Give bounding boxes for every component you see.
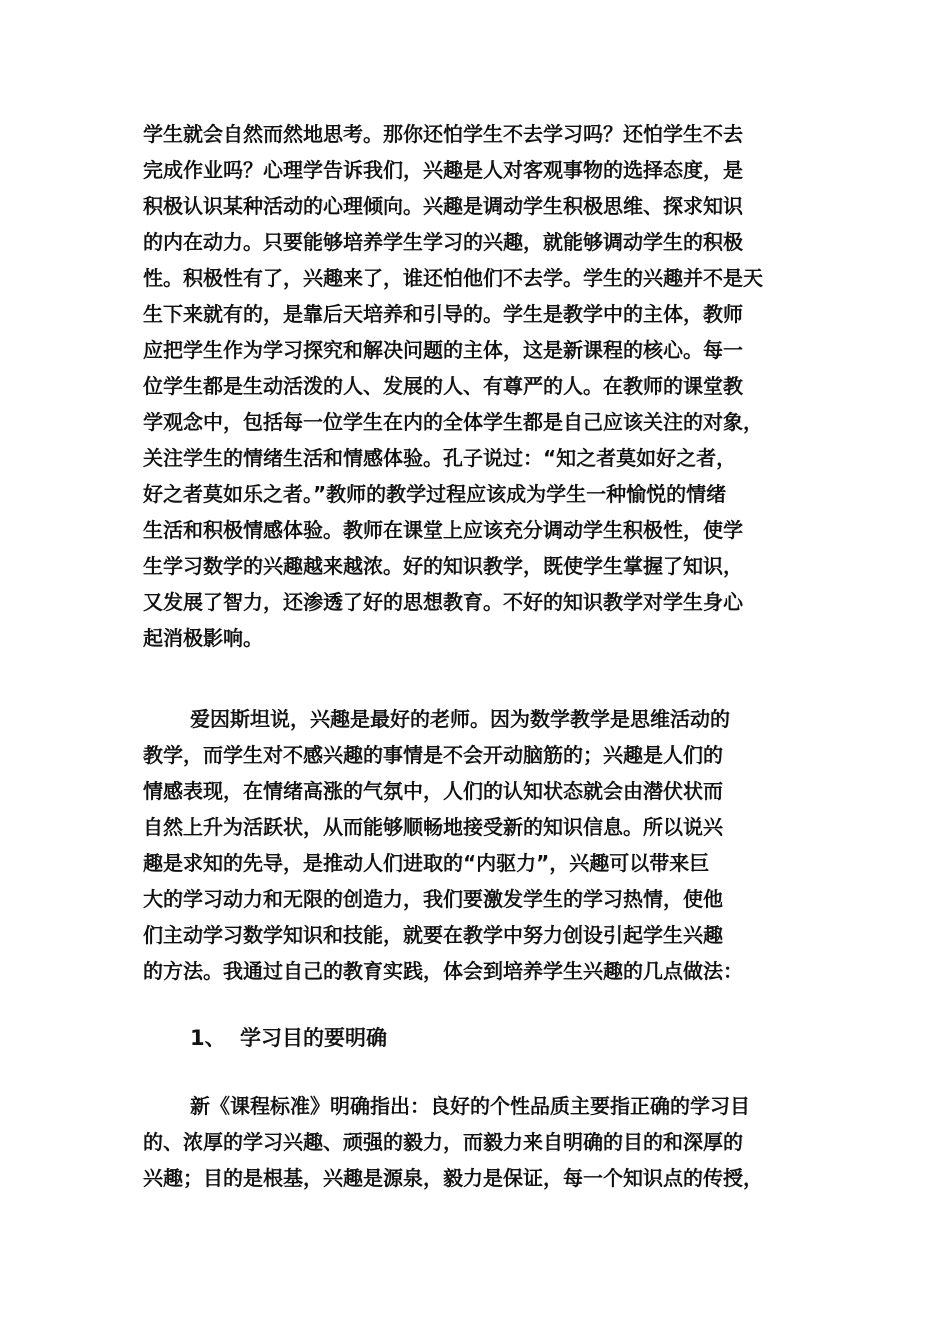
text-line: 生活和积极情感体验。教师在课堂上应该充分调动学生积极性，使学 xyxy=(143,518,743,542)
section-number: 1、 xyxy=(190,1026,226,1050)
text-line: 应把学生作为学习探究和解决问题的主体，这是新课程的核心。每一 xyxy=(143,338,743,362)
text-line: 位学生都是生动活泼的人、发展的人、有尊严的人。在教师的课堂教 xyxy=(143,374,743,398)
text-line: 教学，而学生对不感兴趣的事情是不会开动脑筋的；兴趣是人们的 xyxy=(143,743,723,767)
text-line: 关注学生的情绪生活和情感体验。孔子说过：“知之者莫如好之者， xyxy=(143,446,737,470)
text-line: 大的学习动力和无限的创造力，我们要激发学生的学习热情，使他 xyxy=(143,887,723,911)
paragraph-interest-motivation xyxy=(143,116,813,656)
text-line: 好之者莫如乐之者。”教师的教学过程应该成为学生一种愉悦的情绪 xyxy=(143,482,727,506)
text-line: 自然上升为活跃状，从而能够顺畅地接受新的知识信息。所以说兴 xyxy=(143,815,723,839)
section-title: 学习目的要明确 xyxy=(240,1026,387,1050)
text-line: 的内在动力。只要能够培养学生学习的兴趣，就能够调动学生的积极 xyxy=(143,230,743,254)
section-heading xyxy=(190,1018,387,1058)
text-line: 学观念中，包括每一位学生在内的全体学生都是自己应该关注的对象， xyxy=(143,410,763,434)
text-line: 性。积极性有了，兴趣来了，谁还怕他们不去学。学生的兴趣并不是天 xyxy=(143,266,763,290)
text-line: 趣是求知的先导，是推动人们进取的“内驱力”，兴趣可以带来巨 xyxy=(143,851,710,875)
text-line: 生学习数学的兴趣越来越浓。好的知识教学，既使学生掌握了知识， xyxy=(143,554,743,578)
text-line: 又发展了智力，还渗透了好的思想教育。不好的知识教学对学生身心 xyxy=(143,590,743,614)
text-line-indented: 新《课程标准》明确指出：良好的个性品质主要指正确的学习目 xyxy=(190,1094,750,1118)
text-line: 起消极影响。 xyxy=(143,626,263,650)
text-line: 兴趣；目的是根基，兴趣是源泉，毅力是保证，每一个知识点的传授， xyxy=(143,1166,763,1190)
text-line: 的方法。我通过自己的教育实践，体会到培养学生兴趣的几点做法： xyxy=(143,959,743,983)
text-line: 学生就会自然而然地思考。那你还怕学生不去学习吗？还怕学生不去 xyxy=(143,122,743,146)
paragraph-einstein xyxy=(143,701,813,989)
text-line-indented: 爱因斯坦说，兴趣是最好的老师。因为数学教学是思维活动的 xyxy=(190,707,730,731)
text-line: 生下来就有的，是靠后天培养和引导的。学生是教学中的主体，教师 xyxy=(143,302,743,326)
text-line: 的、浓厚的学习兴趣、顽强的毅力，而毅力来自明确的目的和深厚的 xyxy=(143,1130,743,1154)
text-line: 积极认识某种活动的心理倾向。兴趣是调动学生积极思维、探求知识 xyxy=(143,194,743,218)
text-line: 完成作业吗？心理学告诉我们，兴趣是人对客观事物的选择态度，是 xyxy=(143,158,743,182)
text-line: 们主动学习数学知识和技能，就要在教学中努力创设引起学生兴趣 xyxy=(143,923,723,947)
paragraph-curriculum-standard xyxy=(143,1088,813,1196)
text-line: 情感表现，在情绪高涨的气氛中，人们的认知状态就会由潜伏状而 xyxy=(143,779,723,803)
